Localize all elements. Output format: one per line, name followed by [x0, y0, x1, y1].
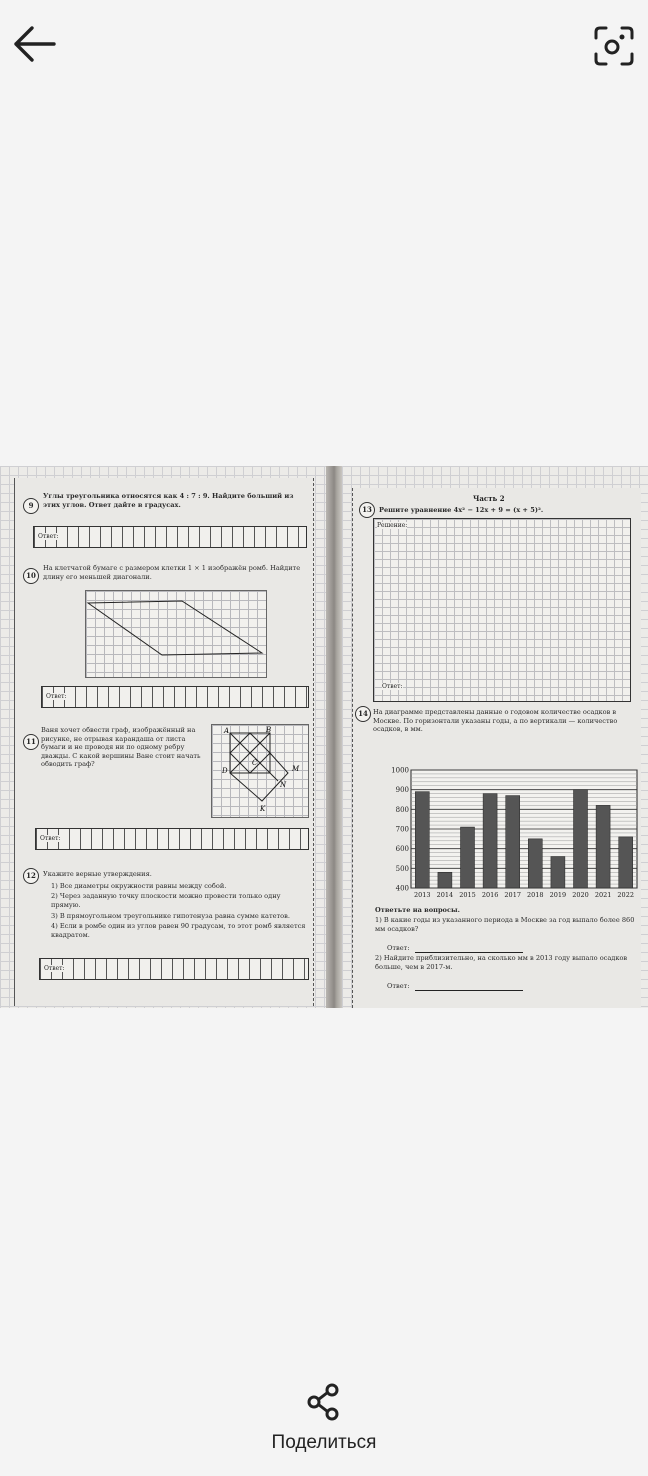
- share-icon: [304, 1382, 344, 1422]
- answer-1-label: Ответ:: [387, 944, 410, 952]
- question-11-answer-box[interactable]: [35, 828, 309, 850]
- rhombus-grid: [85, 590, 267, 678]
- bar-2015: [460, 827, 474, 888]
- statement-2: 2) Через заданную точку плоскости можно провести только одну прямую.: [51, 892, 281, 909]
- bar-2020: [573, 790, 587, 888]
- x-tick-label: 2016: [481, 891, 499, 899]
- question-13-text: Решите уравнение 4x² − 12x + 9 = (x + 5)².: [379, 506, 544, 514]
- x-tick-label: 2021: [594, 891, 612, 899]
- vertex-label-c: C: [252, 759, 258, 767]
- bar-2022: [619, 837, 633, 888]
- bar-2014: [438, 872, 452, 888]
- share-button[interactable]: [244, 1380, 404, 1460]
- bar-2013: [415, 792, 429, 888]
- solution-area[interactable]: [373, 518, 631, 702]
- graph-figure: [212, 725, 308, 817]
- answer-label: Ответ:: [39, 835, 64, 842]
- x-tick-label: 2022: [617, 891, 634, 899]
- vertex-label-m: M: [292, 765, 300, 773]
- vertex-label-n: N: [280, 781, 287, 789]
- question-9-answer-box[interactable]: [33, 526, 307, 548]
- x-tick-label: 2015: [459, 891, 476, 899]
- bar-2018: [528, 839, 542, 888]
- scan-lens-icon: [588, 20, 640, 72]
- y-tick-label: 700: [395, 825, 409, 834]
- exam-photo[interactable]: [0, 466, 648, 1008]
- y-tick-label: 800: [395, 805, 409, 814]
- back-button[interactable]: [8, 18, 60, 70]
- vertex-label-d: D: [222, 767, 228, 775]
- answer-label: Ответ:: [37, 533, 62, 540]
- x-tick-label: 2019: [549, 891, 567, 899]
- answer-2-line[interactable]: [415, 990, 523, 991]
- question-14-1: 1) В какие годы из указанного периода в Москве за год выпало более 860 мм осадков?: [375, 916, 635, 933]
- questions-title: Ответьте на вопросы.: [375, 906, 460, 914]
- bar-2016: [483, 794, 497, 888]
- arrow-left-icon: [8, 18, 60, 70]
- question-13-number: 13: [359, 502, 375, 518]
- lens-button[interactable]: [588, 20, 640, 72]
- x-tick-label: 2014: [436, 891, 454, 899]
- question-12-answer-box[interactable]: [39, 958, 309, 980]
- solution-label: Решение:: [377, 522, 408, 529]
- question-12-text: Укажите верные утверждения.: [43, 870, 152, 878]
- statement-1: 1) Все диаметры окружности равны между собой.: [51, 882, 227, 890]
- question-14-2: 2) Найдите приблизительно, на сколько мм в 2013 году выпало осадков больше, чем в 2017-м.: [375, 954, 628, 971]
- answer-1-line[interactable]: [415, 952, 523, 953]
- left-page: [0, 466, 328, 1008]
- answer-2-label: Ответ:: [387, 982, 410, 990]
- vertex-label-b: B: [266, 726, 272, 734]
- vertex-label-a: A: [224, 727, 230, 735]
- question-9-text: Углы треугольника относятся как 4 : 7 : 9. Найдите больший из этих углов. Ответ дайте в градусах.: [43, 492, 294, 509]
- y-tick-label: 600: [395, 845, 409, 854]
- bar-2017: [506, 796, 520, 888]
- part-2-title: Часть 2: [473, 494, 505, 503]
- question-11-number: 11: [23, 734, 39, 750]
- top-bar: [0, 0, 648, 92]
- statement-3: 3) В прямоугольном треугольнике гипотенуза равна сумме катетов.: [51, 912, 290, 920]
- left-column: [14, 478, 314, 1006]
- bar-2019: [551, 857, 565, 888]
- question-14-number: 14: [355, 706, 371, 722]
- question-10-answer-box[interactable]: [41, 686, 309, 708]
- answer-label: Ответ:: [45, 693, 70, 700]
- statement-4: 4) Если в ромбе один из углов равен 90 градусам, то этот ромб является квадратом.: [51, 922, 306, 939]
- rhombus-figure: [86, 591, 266, 677]
- x-tick-label: 2017: [504, 891, 521, 899]
- x-tick-label: 2020: [572, 891, 589, 899]
- answer-label: Ответ:: [43, 965, 68, 972]
- share-label: Поделиться: [271, 1432, 377, 1453]
- graph-grid: [211, 724, 309, 818]
- answer-label: Ответ:: [382, 683, 403, 690]
- bar-chart-svg: [391, 766, 641, 906]
- question-14-text: На диаграмме представлены данные о годовом количестве осадков в Москве. По горизонтали указаны годы, а по вертикали — количество осадков, в мм.: [373, 708, 618, 734]
- y-tick-label: 900: [395, 786, 409, 795]
- y-tick-label: 1000: [391, 766, 409, 775]
- y-tick-label: 400: [395, 884, 409, 893]
- y-tick-label: 500: [395, 864, 409, 873]
- question-11-text: Ваня хочет обвести граф, изображённый на рисунке, не отрывая карандаша от листа бумаги и не проводя ни по одному ребру дважды. С какой вершины Ване стоит начать обводить граф?: [41, 726, 201, 769]
- bar-2021: [596, 805, 610, 888]
- x-tick-label: 2013: [414, 891, 431, 899]
- question-9-number: 9: [23, 498, 39, 514]
- question-10-text: На клетчатой бумаге с размером клетки 1 × 1 изображён ромб. Найдите длину его меньшей диагонали.: [43, 564, 301, 581]
- right-page: [342, 466, 648, 1008]
- question-12-number: 12: [23, 868, 39, 884]
- vertex-label-k: K: [260, 805, 266, 813]
- precipitation-chart: [391, 766, 641, 906]
- x-tick-label: 2018: [527, 891, 544, 899]
- right-column: [352, 488, 641, 1008]
- question-10-number: 10: [23, 568, 39, 584]
